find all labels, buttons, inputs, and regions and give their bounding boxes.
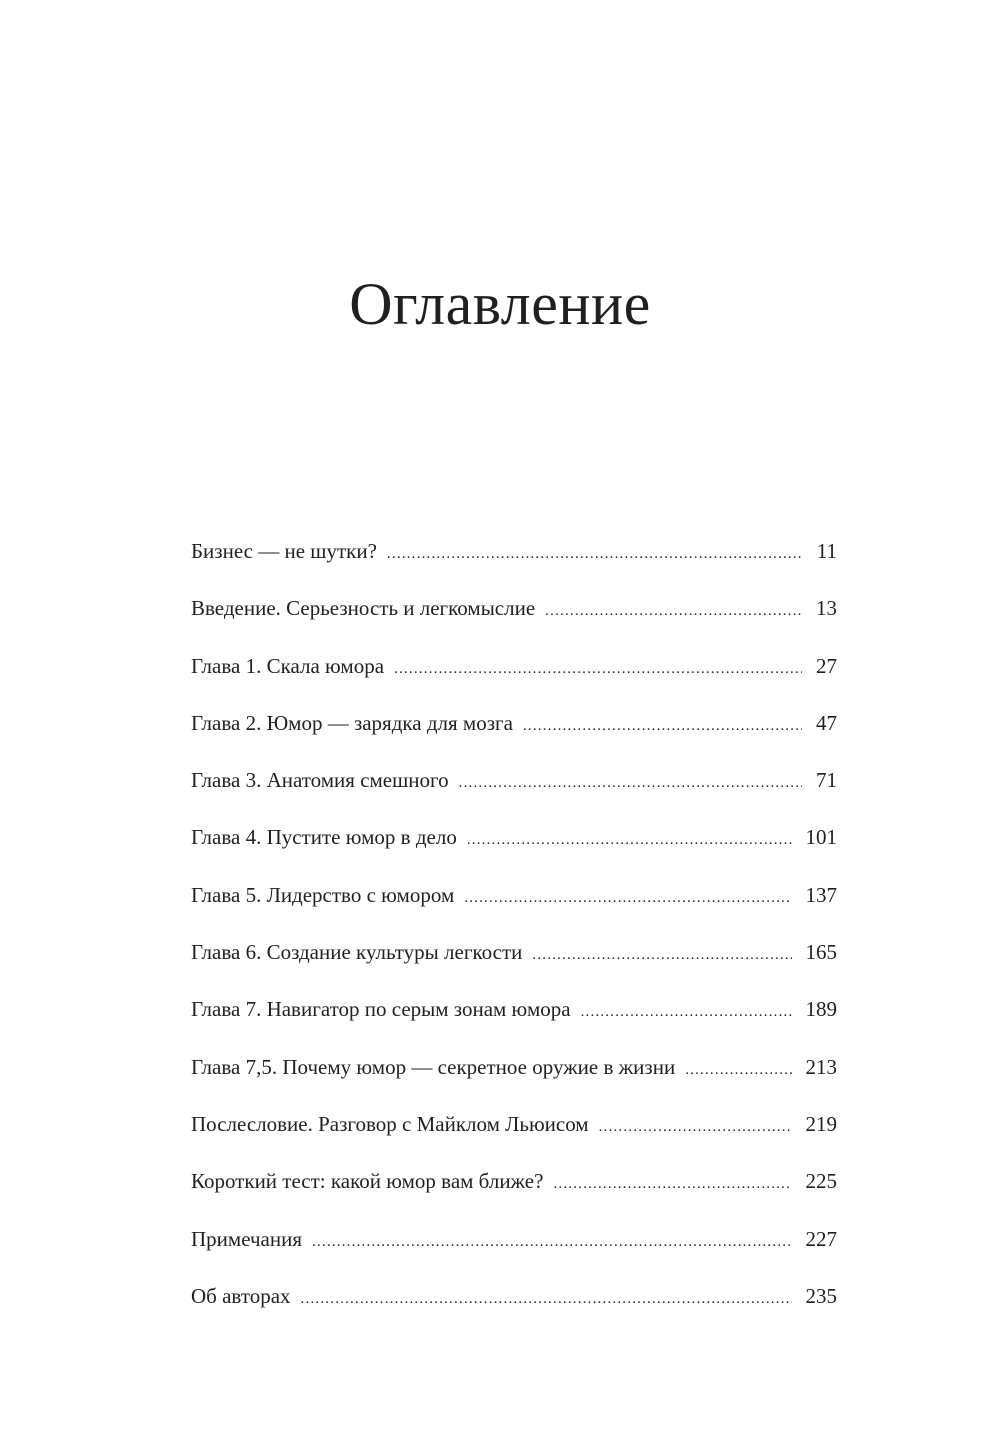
dot-leader <box>464 883 791 913</box>
toc-page-number: 71 <box>816 768 837 793</box>
toc-page-number: 235 <box>805 1283 837 1308</box>
toc-page-number: 13 <box>816 596 837 621</box>
toc-page-number: 165 <box>805 940 837 965</box>
toc-page-number: 137 <box>805 882 837 907</box>
page-title: Оглавление <box>349 271 651 337</box>
dot-leader <box>301 1284 792 1314</box>
dot-leader <box>599 1112 792 1142</box>
toc-page-number: 213 <box>805 1054 837 1079</box>
toc-page-number: 11 <box>816 539 837 563</box>
toc-list <box>191 536 837 1338</box>
dot-leader <box>581 997 792 1027</box>
toc-entry <box>191 1281 837 1338</box>
toc-entry <box>191 536 837 593</box>
dot-leader <box>459 768 802 798</box>
toc-entry-title: Глава 5. Лидерство с юмором <box>191 882 455 907</box>
dot-leader <box>685 1055 791 1085</box>
dot-leader <box>532 940 791 970</box>
toc-entry-title: Послесловие. Разговор с Майклом Льюисом <box>191 1111 589 1136</box>
toc-entry <box>191 593 837 650</box>
toc-entry-title: Короткий тест: какой юмор вам ближе? <box>191 1169 544 1194</box>
toc-entry <box>191 1224 837 1281</box>
dot-leader <box>523 711 802 741</box>
toc-entry-title: Глава 4. Пустите юмор в дело <box>191 825 457 850</box>
toc-entry-title: Об авторах <box>191 1283 291 1308</box>
dot-leader <box>553 1169 791 1199</box>
toc-entry-title: Примечания <box>191 1226 303 1251</box>
toc-page-number: 47 <box>816 710 837 735</box>
toc-entry <box>191 651 837 708</box>
toc-entry <box>191 1109 837 1166</box>
toc-entry-title: Глава 7,5. Почему юмор — секретное оружие в жизни <box>191 1054 676 1079</box>
toc-entry-title: Глава 2. Юмор — зарядка для мозга <box>191 710 513 735</box>
toc-entry <box>191 1052 837 1109</box>
toc-entry-title: Глава 1. Скала юмора <box>191 653 385 678</box>
dot-leader <box>467 825 792 855</box>
toc-entry-title: Глава 7. Навигатор по серым зонам юмора <box>191 997 571 1022</box>
dot-leader <box>394 654 802 684</box>
dot-leader <box>312 1227 791 1257</box>
toc-entry-title: Глава 3. Анатомия смешного <box>191 768 449 793</box>
toc-entry <box>191 880 837 937</box>
toc-entry-title: Бизнес — не шутки? <box>191 539 377 563</box>
toc-entry <box>191 1166 837 1223</box>
toc-page-number: 189 <box>805 997 837 1022</box>
toc-entry <box>191 994 837 1051</box>
dot-leader <box>545 596 802 626</box>
toc-entry <box>191 937 837 994</box>
toc-entry <box>191 765 837 822</box>
toc-page-number: 27 <box>816 653 837 678</box>
toc-entry <box>191 822 837 879</box>
dot-leader <box>387 539 803 569</box>
toc-entry <box>191 708 837 765</box>
toc-page-number: 101 <box>805 825 837 850</box>
toc-page-number: 225 <box>805 1169 837 1194</box>
toc-entry-title: Введение. Серьезность и легкомыслие <box>191 596 536 621</box>
toc-entry-title: Глава 6. Создание культуры легкости <box>191 940 523 965</box>
toc-page-number: 227 <box>805 1226 837 1251</box>
toc-page-number: 219 <box>805 1111 837 1136</box>
